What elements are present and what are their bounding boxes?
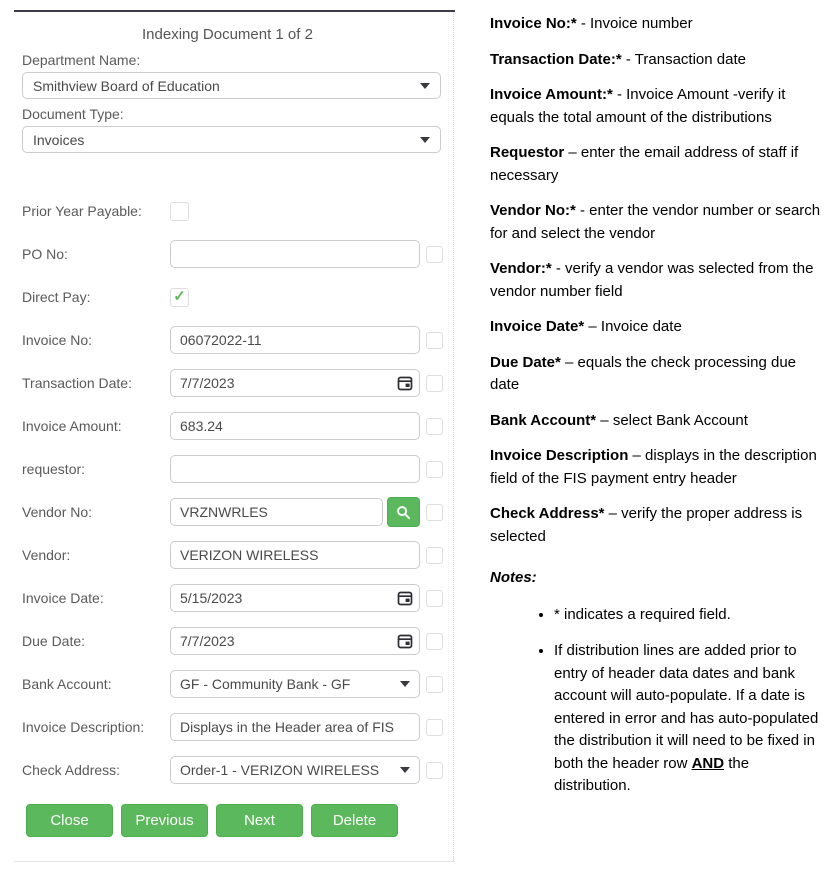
field-label: Direct Pay: [22, 289, 91, 305]
instruction-vendor: Vendor:* - verify a vendor was selected from the vendor number field [490, 260, 814, 300]
document-type-label: Document Type: [22, 106, 124, 122]
check-address-select-value: Order-1 - VERIZON WIRELESS [180, 762, 380, 778]
previous-button[interactable]: Previous [121, 804, 208, 837]
field-label: Check Address: [22, 762, 121, 778]
form-row-direct-pay [22, 283, 460, 311]
invoice-description-verify-checkbox[interactable] [426, 719, 443, 736]
instruction-invoice-date: Invoice Date* – Invoice date [490, 318, 682, 335]
invoice-date-input[interactable] [170, 584, 420, 612]
chevron-down-icon [420, 83, 430, 89]
form-row-check-address [22, 756, 460, 784]
vendor-input[interactable] [170, 541, 420, 569]
check-address-select[interactable] [170, 756, 420, 784]
instruction-bank-account: Bank Account* – select Bank Account [490, 411, 748, 429]
form-fields [0, 197, 460, 784]
vendor-no-verify-checkbox[interactable] [426, 504, 443, 521]
form-row-transaction-date [22, 369, 460, 397]
form-row-requestor [22, 455, 460, 483]
document-type-select-value: Invoices [33, 131, 85, 148]
requestor-verify-checkbox[interactable] [426, 461, 443, 478]
due-date-input[interactable] [170, 627, 420, 655]
instruction-invoice-description: Invoice Description – displays in the description field of the FIS payment entry header [490, 447, 817, 487]
calendar-icon[interactable] [397, 375, 413, 391]
transaction-date-input[interactable] [170, 369, 420, 397]
department-name-label: Department Name: [22, 52, 141, 68]
note-required-field: • * indicates a required field. [554, 604, 822, 627]
notes-heading: Notes: [490, 569, 537, 586]
instruction-due-date: Due Date* – equals the check processing due date [490, 353, 797, 393]
instruction-transaction-date: Transaction Date:* - Transaction date [490, 50, 746, 68]
invoice-no-input[interactable] [170, 326, 420, 354]
invoice-date-verify-checkbox[interactable] [426, 590, 443, 607]
bank-account-select[interactable] [170, 670, 420, 698]
department-select-value: Smithview Board of Education [33, 77, 220, 94]
search-icon [396, 505, 411, 520]
panel-right-border [453, 12, 454, 861]
check-address-verify-checkbox[interactable] [426, 762, 443, 779]
instruction-vendor-no: Vendor No:* - enter the vendor number or search for and select the vendor [490, 202, 821, 242]
vendor-search-button[interactable] [387, 497, 420, 527]
calendar-icon[interactable] [397, 633, 413, 649]
form-row-invoice-no [22, 326, 460, 354]
form-row-bank-account [22, 670, 460, 698]
checkmark-icon: ✓ [173, 287, 186, 305]
field-label: Prior Year Payable: [22, 203, 142, 219]
delete-button[interactable]: Delete [311, 804, 398, 837]
invoice-no-verify-checkbox[interactable] [426, 332, 443, 349]
field-label: Vendor: [22, 547, 71, 563]
vendor-verify-checkbox[interactable] [426, 547, 443, 564]
bank-account-verify-checkbox[interactable] [426, 676, 443, 693]
form-row-invoice-amount [22, 412, 460, 440]
field-label: Invoice Amount: [22, 418, 122, 434]
invoice-description-input[interactable] [170, 713, 420, 741]
form-row-vendor-no [22, 498, 460, 526]
calendar-icon[interactable] [397, 590, 413, 606]
form-row-invoice-date [22, 584, 460, 612]
vendor-no-input[interactable] [170, 498, 383, 526]
field-label: Invoice No: [22, 332, 93, 348]
instruction-invoice-no: Invoice No:* - Invoice number [490, 15, 693, 32]
form-row-due-date [22, 627, 460, 655]
field-label: Due Date: [22, 633, 86, 649]
field-label: requestor: [22, 461, 86, 477]
chevron-down-icon [400, 767, 410, 773]
close-button[interactable]: Close [26, 804, 113, 837]
notes-list [490, 604, 822, 798]
page-title: Indexing Document 1 of 2 [142, 26, 313, 43]
form-row-vendor [22, 541, 460, 569]
form-row-prior-year-payable [22, 197, 460, 225]
panel-bottom-border [14, 861, 455, 862]
form-actions [26, 804, 460, 837]
field-label: PO No: [22, 246, 68, 262]
note-distribution-lines: • If distribution lines are added prior to entry of header data dates and bank account will auto-populate. If a date is entered in error and has auto-populated the distribution it will need to be fixed in both the header row AND the distribution. [554, 640, 822, 798]
panel-top-border [14, 10, 455, 12]
instruction-requestor: Requestor – enter the email address of staff if necessary [490, 144, 799, 184]
field-label: Bank Account: [22, 676, 112, 692]
requestor-input[interactable] [170, 455, 420, 483]
chevron-down-icon [400, 681, 410, 687]
bank-account-select-value: GF - Community Bank - GF [180, 676, 351, 692]
instruction-invoice-amount: Invoice Amount:* - Invoice Amount -verify it equals the total amount of the distributions [490, 86, 786, 126]
invoice-amount-input[interactable] [170, 412, 420, 440]
instruction-check-address: Check Address* – verify the proper address is selected [490, 505, 803, 545]
department-select[interactable] [22, 72, 441, 99]
due-date-verify-checkbox[interactable] [426, 633, 443, 650]
po-no-input[interactable] [170, 240, 420, 268]
next-button[interactable]: Next [216, 804, 303, 837]
chevron-down-icon [420, 137, 430, 143]
field-label: Invoice Date: [22, 590, 104, 606]
field-label: Vendor No: [22, 504, 93, 520]
invoice-amount-verify-checkbox[interactable] [426, 418, 443, 435]
transaction-date-verify-checkbox[interactable] [426, 375, 443, 392]
direct-pay-checkbox[interactable] [170, 288, 189, 307]
field-label: Invoice Description: [22, 719, 145, 735]
form-row-invoice-description [22, 713, 460, 741]
po-no-verify-checkbox[interactable] [426, 246, 443, 263]
field-label: Transaction Date: [22, 375, 132, 391]
form-row-po-no [22, 240, 460, 268]
document-type-select[interactable] [22, 126, 441, 153]
field-instructions-panel [490, 13, 822, 812]
prior-year-payable-checkbox[interactable] [170, 202, 189, 221]
